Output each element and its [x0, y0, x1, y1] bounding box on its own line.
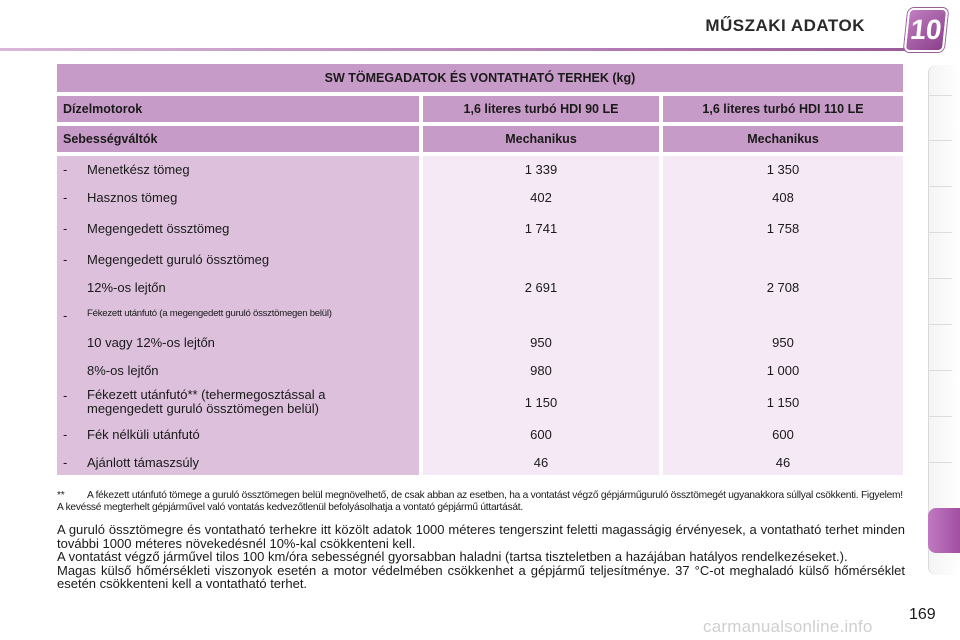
footnote-text: A fékezett utánfutó tömege a guruló össztömegen belül megnövelhető, de csak abban az esetben, ha a vontatást végző gépjárműguruló össztömegét ugyanakkora súllyal csökkenti. Figyelem! A kevéssé megterhelt gépjárművel való vontatás kedvezőtlenül befolyásolhatja a vontató gépjármű úttartását. — [57, 490, 903, 513]
side-tab-active[interactable] — [928, 508, 960, 553]
side-tab[interactable] — [928, 95, 952, 96]
hdi110-column — [663, 156, 903, 475]
chapter-number: 10 — [908, 14, 944, 45]
table-cell: 46 — [533, 455, 549, 470]
table-cell: 950 — [772, 335, 794, 350]
table-cell: 600 — [530, 427, 552, 442]
gearbox-label: Sebességváltók — [57, 126, 419, 152]
side-tab[interactable] — [928, 278, 952, 279]
table-row-label: - Fékezett utánfutó** (tehermegosztással a megengedett guruló össztömegen belül) — [63, 387, 326, 416]
engine-label: Dízelmotorok — [57, 96, 419, 122]
side-tab[interactable] — [928, 324, 952, 325]
gearbox-col2: Mechanikus — [663, 126, 903, 152]
table-cell: 46 — [775, 455, 791, 470]
table-cell: 1 350 — [766, 162, 800, 177]
paragraph-altitude: A guruló össztömegre és vontatható terhekre itt közölt adatok 1000 méteres tengerszint feletti magasságig érvényesek, a vontatható terhet minden további 1000 méteres növekedésnél 10%-kal csökkenteni kell. — [57, 522, 905, 551]
paragraph-speed: A vontatást végző járművel tilos 100 km/óra sebességnél gyorsabban haladni (tartsa tiszteletben a hazájában hatályos rendelkezéseket.). — [57, 549, 848, 564]
hdi90-column — [423, 156, 659, 475]
footnote-mark: ** — [57, 490, 65, 501]
page-title: MŰSZAKI ADATOK — [705, 16, 865, 35]
table-row-label: - Megengedett guruló össztömeg — [63, 252, 270, 267]
table-cell: 980 — [530, 363, 552, 378]
table-row-label: - Fékezett utánfutó (a megengedett guruló össztömegen belül) — [63, 308, 332, 323]
table-cell: 950 — [530, 335, 552, 350]
table-cell: 1 741 — [524, 221, 558, 236]
table-cell: 1 339 — [524, 162, 558, 177]
weights-table — [57, 64, 903, 475]
side-tab-rail — [928, 65, 960, 575]
table-cell: 1 758 — [766, 221, 800, 236]
label-column — [57, 156, 419, 475]
chapter-badge[interactable] — [904, 8, 949, 52]
table-body — [57, 156, 903, 475]
side-tab[interactable] — [928, 186, 952, 187]
header-divider — [0, 48, 905, 51]
watermark: carmanualsonline.info — [703, 617, 873, 636]
table-row-label: - Ajánlott támaszsúly — [63, 455, 199, 470]
table-row-label: - Menetkész tömeg — [63, 162, 190, 177]
table-cell: 408 — [772, 190, 794, 205]
table-row-label: - Megengedett össztömeg — [63, 221, 230, 236]
table-cell: 1 000 — [766, 363, 800, 378]
gearbox-col1: Mechanikus — [423, 126, 659, 152]
side-tab[interactable] — [928, 416, 952, 417]
table-row-label: - Hasznos tömeg — [63, 190, 178, 205]
table-cell: 402 — [530, 190, 552, 205]
table-row-label: 8%-os lejtőn — [87, 363, 159, 378]
table-cell: 2 691 — [524, 280, 558, 295]
side-tab[interactable] — [928, 462, 952, 463]
table-row-label: 12%-os lejtőn — [87, 280, 166, 295]
table-cell: 600 — [772, 427, 794, 442]
side-tab[interactable] — [928, 232, 952, 233]
side-tab[interactable] — [928, 140, 952, 141]
body-text — [57, 523, 905, 591]
page-number: 169 — [909, 606, 936, 623]
engine-col2: 1,6 literes turbó HDI 110 LE — [663, 96, 903, 122]
footnote — [57, 490, 907, 514]
table-cell: 2 708 — [766, 280, 800, 295]
table-cell: 1 150 — [524, 395, 558, 410]
side-tab[interactable] — [928, 370, 952, 371]
table-row-label: - Fék nélküli utánfutó — [63, 427, 200, 442]
paragraph-temperature: Magas külső hőmérsékleti viszonyok esetén a motor védelmében csökkenhet a gépjármű teljesítménye. 37 °C-ot meghaladó külső hőmérséklet esetén csökkenteni kell a vontatható terhet. — [57, 562, 905, 591]
table-title: SW TÖMEGADATOK ÉS VONTATHATÓ TERHEK (kg) — [57, 64, 903, 92]
engine-col1: 1,6 literes turbó HDI 90 LE — [423, 96, 659, 122]
table-row-label: 10 vagy 12%-os lejtőn — [87, 335, 215, 350]
table-cell: 1 150 — [766, 395, 800, 410]
engine-row — [57, 96, 903, 122]
gearbox-row — [57, 126, 903, 152]
